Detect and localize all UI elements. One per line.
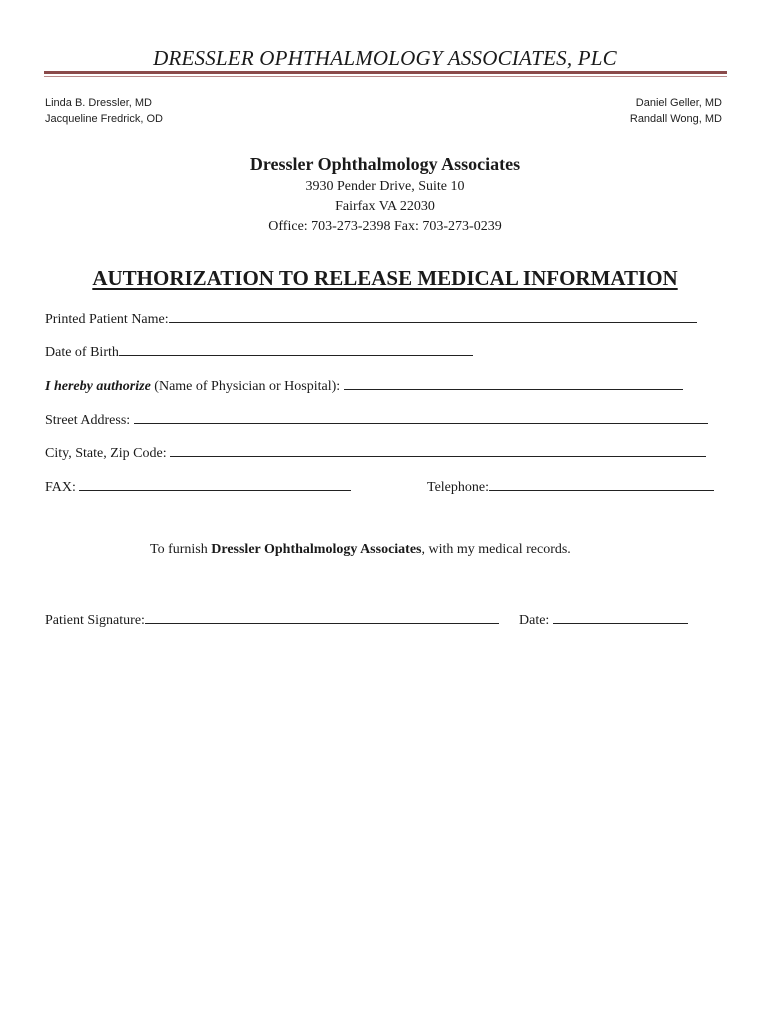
- patient-name-row: [45, 308, 697, 328]
- telephone-field[interactable]: [489, 476, 714, 491]
- dob-field[interactable]: [119, 341, 473, 356]
- practice-address-line1: 3930 Pender Drive, Suite 10: [305, 179, 465, 194]
- street-field[interactable]: [134, 409, 708, 424]
- physician-field[interactable]: [344, 375, 683, 390]
- doctor-name: Linda B. Dressler, MD: [45, 97, 152, 109]
- practice-phones: Office: 703-273-2398 Fax: 703-273-0239: [268, 219, 502, 234]
- fax-field[interactable]: [79, 476, 351, 491]
- doctor-name: Jacqueline Fredrick, OD: [45, 113, 163, 125]
- dob-label: Date of Birth: [45, 345, 119, 360]
- patient-name-field[interactable]: [169, 308, 697, 323]
- street-label: Street Address:: [45, 413, 131, 428]
- fax-row: [45, 476, 351, 496]
- date-label: Date:: [519, 613, 550, 628]
- furnish-prefix: To furnish: [150, 542, 208, 557]
- date-field[interactable]: [553, 609, 688, 624]
- authorize-row: [45, 375, 683, 395]
- furnish-practice: Dressler Ophthalmology Associates: [211, 542, 422, 557]
- city-field[interactable]: [170, 442, 706, 457]
- city-label: City, State, Zip Code:: [45, 446, 167, 461]
- authorize-label: (Name of Physician or Hospital):: [154, 379, 341, 394]
- firm-name: DRESSLER OPHTHALMOLOGY ASSOCIATES, PLC: [153, 46, 617, 70]
- fax-label: FAX:: [45, 480, 76, 495]
- date-row: [519, 609, 688, 629]
- telephone-row: [427, 476, 714, 496]
- patient-name-label: Printed Patient Name:: [45, 312, 169, 327]
- street-row: [45, 409, 708, 429]
- signature-field[interactable]: [145, 609, 499, 624]
- furnish-statement: [150, 542, 571, 558]
- doctors-left: [45, 95, 163, 127]
- authorize-emphasis: I hereby authorize: [45, 379, 151, 394]
- furnish-suffix: , with my medical records.: [421, 542, 571, 557]
- signature-label: Patient Signature:: [45, 613, 145, 628]
- city-row: [45, 442, 706, 462]
- dob-row: [45, 341, 473, 361]
- signature-row: [45, 609, 499, 629]
- telephone-label: Telephone:: [427, 480, 489, 495]
- doctor-name: Randall Wong, MD: [629, 113, 722, 125]
- letterhead-rule-thin: [44, 76, 727, 77]
- letterhead-rule: [44, 71, 727, 74]
- doctors-right: [630, 95, 722, 127]
- doctor-name: Daniel Geller, MD: [635, 97, 722, 109]
- practice-name: Dressler Ophthalmology Associates: [249, 154, 521, 174]
- practice-address-line2: Fairfax VA 22030: [335, 199, 435, 214]
- form-title: AUTHORIZATION TO RELEASE MEDICAL INFORMATION: [92, 266, 678, 290]
